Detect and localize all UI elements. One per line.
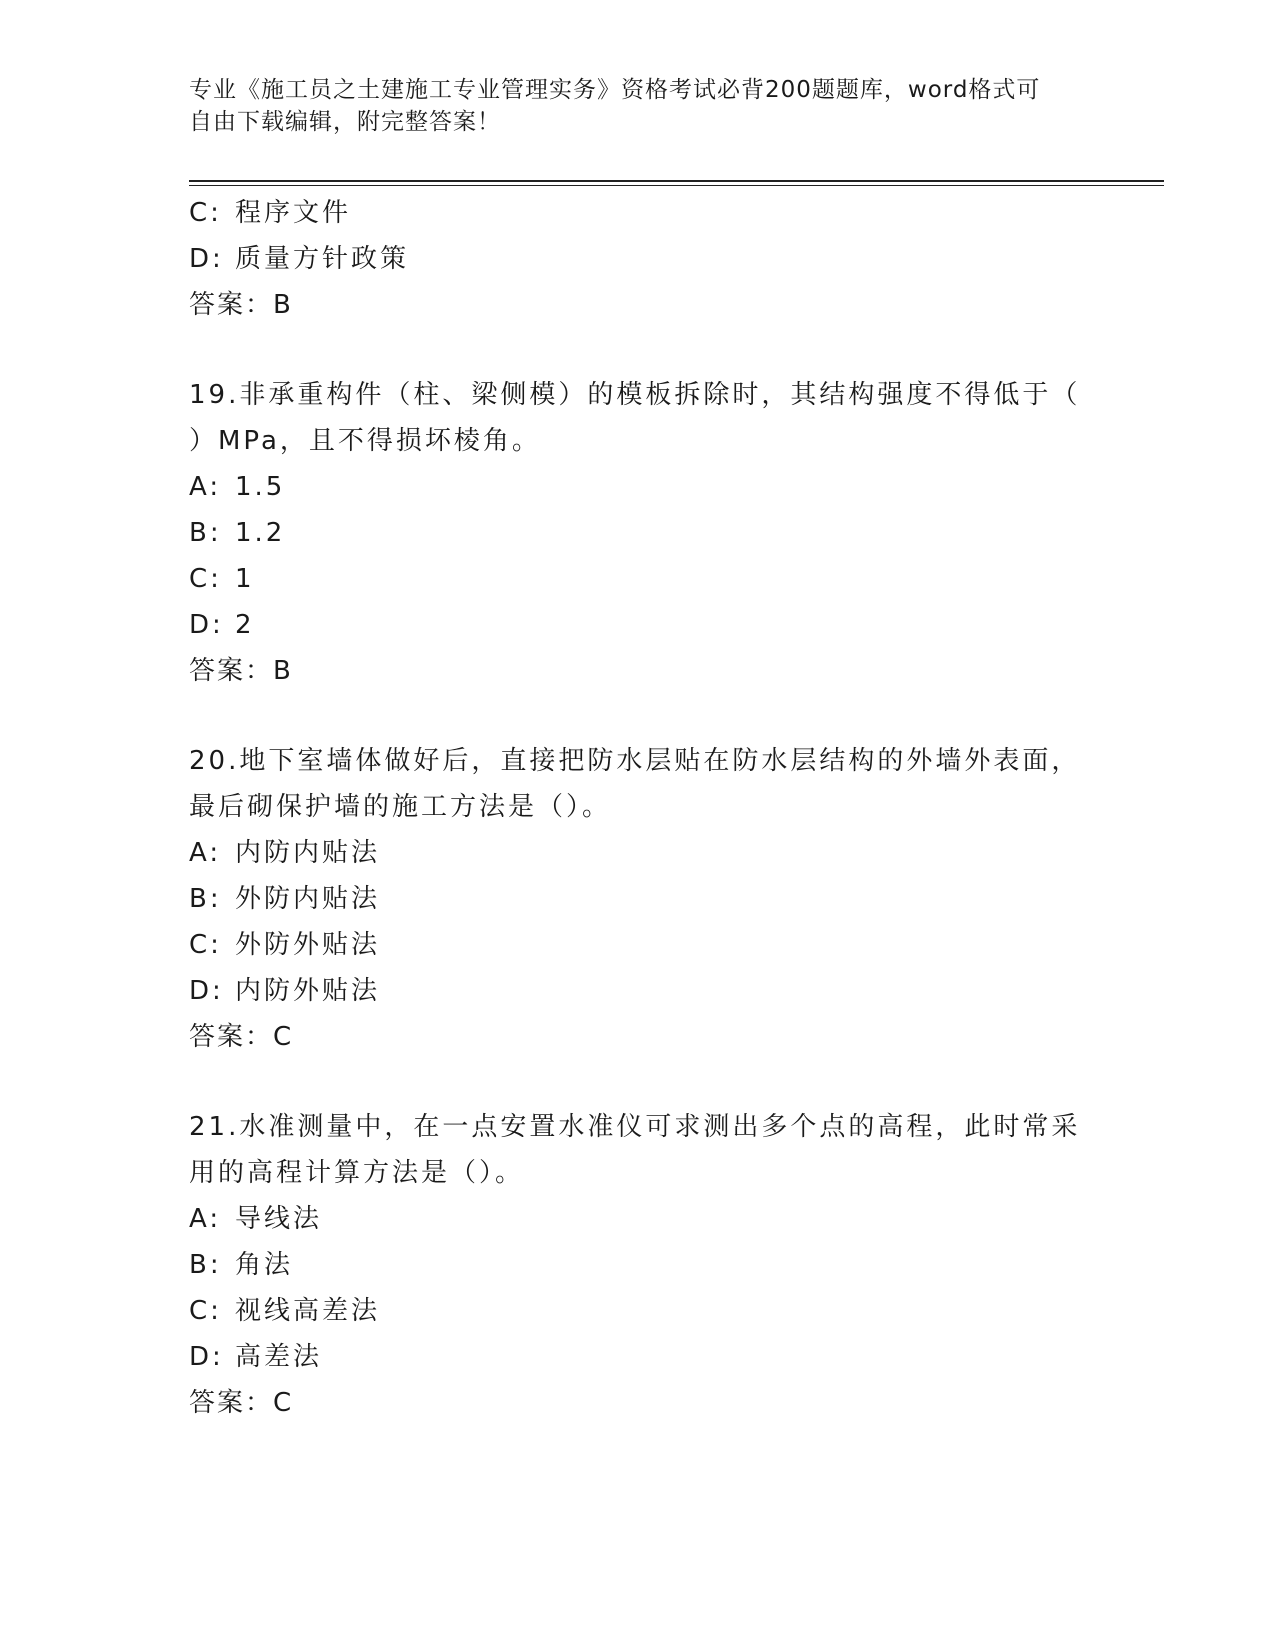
option-text: 1 [235, 564, 255, 594]
question-20 [189, 738, 1089, 1060]
question-stem-line-2: 最后砌保护墙的施工方法是（）。 [189, 792, 612, 822]
option-line [189, 1196, 1089, 1242]
header-line-1: 专业《施工员之土建施工专业管理实务》资格考试必背200题题库，word格式可 [189, 77, 1041, 103]
option-text: 2 [235, 610, 255, 640]
option-letter: A: [189, 838, 222, 868]
option-text: 角法 [235, 1250, 294, 1280]
option-text: 1.5 [235, 472, 286, 502]
option-line [189, 968, 1089, 1014]
option-letter: B: [189, 1250, 222, 1280]
option-text: 程序文件 [235, 198, 352, 228]
option-line [189, 1288, 1089, 1334]
option-text: 视线高差法 [235, 1296, 381, 1326]
header-divider-thin [189, 185, 1164, 186]
answer-line: 答案：C [189, 1388, 294, 1418]
question-stem-line-1: 20.地下室墙体做好后，直接把防水层贴在防水层结构的外墙外表面， [189, 746, 1081, 776]
option-line [189, 190, 1089, 236]
question-stem-line-2: ）MPa，且不得损坏棱角。 [189, 426, 541, 456]
option-line [189, 236, 1089, 282]
option-letter: D: [189, 610, 224, 640]
option-line [189, 922, 1089, 968]
option-line [189, 510, 1089, 556]
document-header [189, 74, 1089, 138]
option-line [189, 1242, 1089, 1288]
option-letter: C: [189, 564, 222, 594]
option-letter: B: [189, 518, 222, 548]
option-letter: A: [189, 472, 222, 502]
question-stem-line-1: 19.非承重构件（柱、梁侧模）的模板拆除时，其结构强度不得低于（ [189, 380, 1081, 410]
header-divider-thick [189, 180, 1164, 182]
answer-line: 答案：B [189, 656, 293, 686]
option-letter: A: [189, 1204, 222, 1234]
question-stem-line-1: 21.水准测量中，在一点安置水准仪可求测出多个点的高程，此时常采 [189, 1112, 1081, 1142]
option-line [189, 830, 1089, 876]
option-text: 内防内贴法 [235, 838, 381, 868]
option-text: 1.2 [235, 518, 286, 548]
option-line [189, 602, 1089, 648]
option-line [189, 556, 1089, 602]
option-letter: B: [189, 884, 222, 914]
option-letter: C: [189, 198, 222, 228]
answer-line: 答案：B [189, 290, 293, 320]
option-letter: C: [189, 1296, 222, 1326]
option-line [189, 1334, 1089, 1380]
question-19 [189, 372, 1089, 694]
option-text: 内防外贴法 [235, 976, 381, 1006]
option-text: 外防外贴法 [235, 930, 381, 960]
option-text: 高差法 [235, 1342, 323, 1372]
partial-question [189, 190, 1089, 328]
option-letter: D: [189, 244, 224, 274]
question-stem-line-2: 用的高程计算方法是（）。 [189, 1158, 525, 1188]
option-text: 导线法 [235, 1204, 323, 1234]
option-line [189, 464, 1089, 510]
header-line-2: 自由下载编辑，附完整答案！ [189, 109, 501, 135]
option-letter: C: [189, 930, 222, 960]
question-list [189, 190, 1089, 1426]
option-line [189, 876, 1089, 922]
answer-line: 答案：C [189, 1022, 294, 1052]
option-text: 外防内贴法 [235, 884, 381, 914]
option-text: 质量方针政策 [235, 244, 410, 274]
question-21 [189, 1104, 1089, 1426]
option-letter: D: [189, 1342, 224, 1372]
option-letter: D: [189, 976, 224, 1006]
